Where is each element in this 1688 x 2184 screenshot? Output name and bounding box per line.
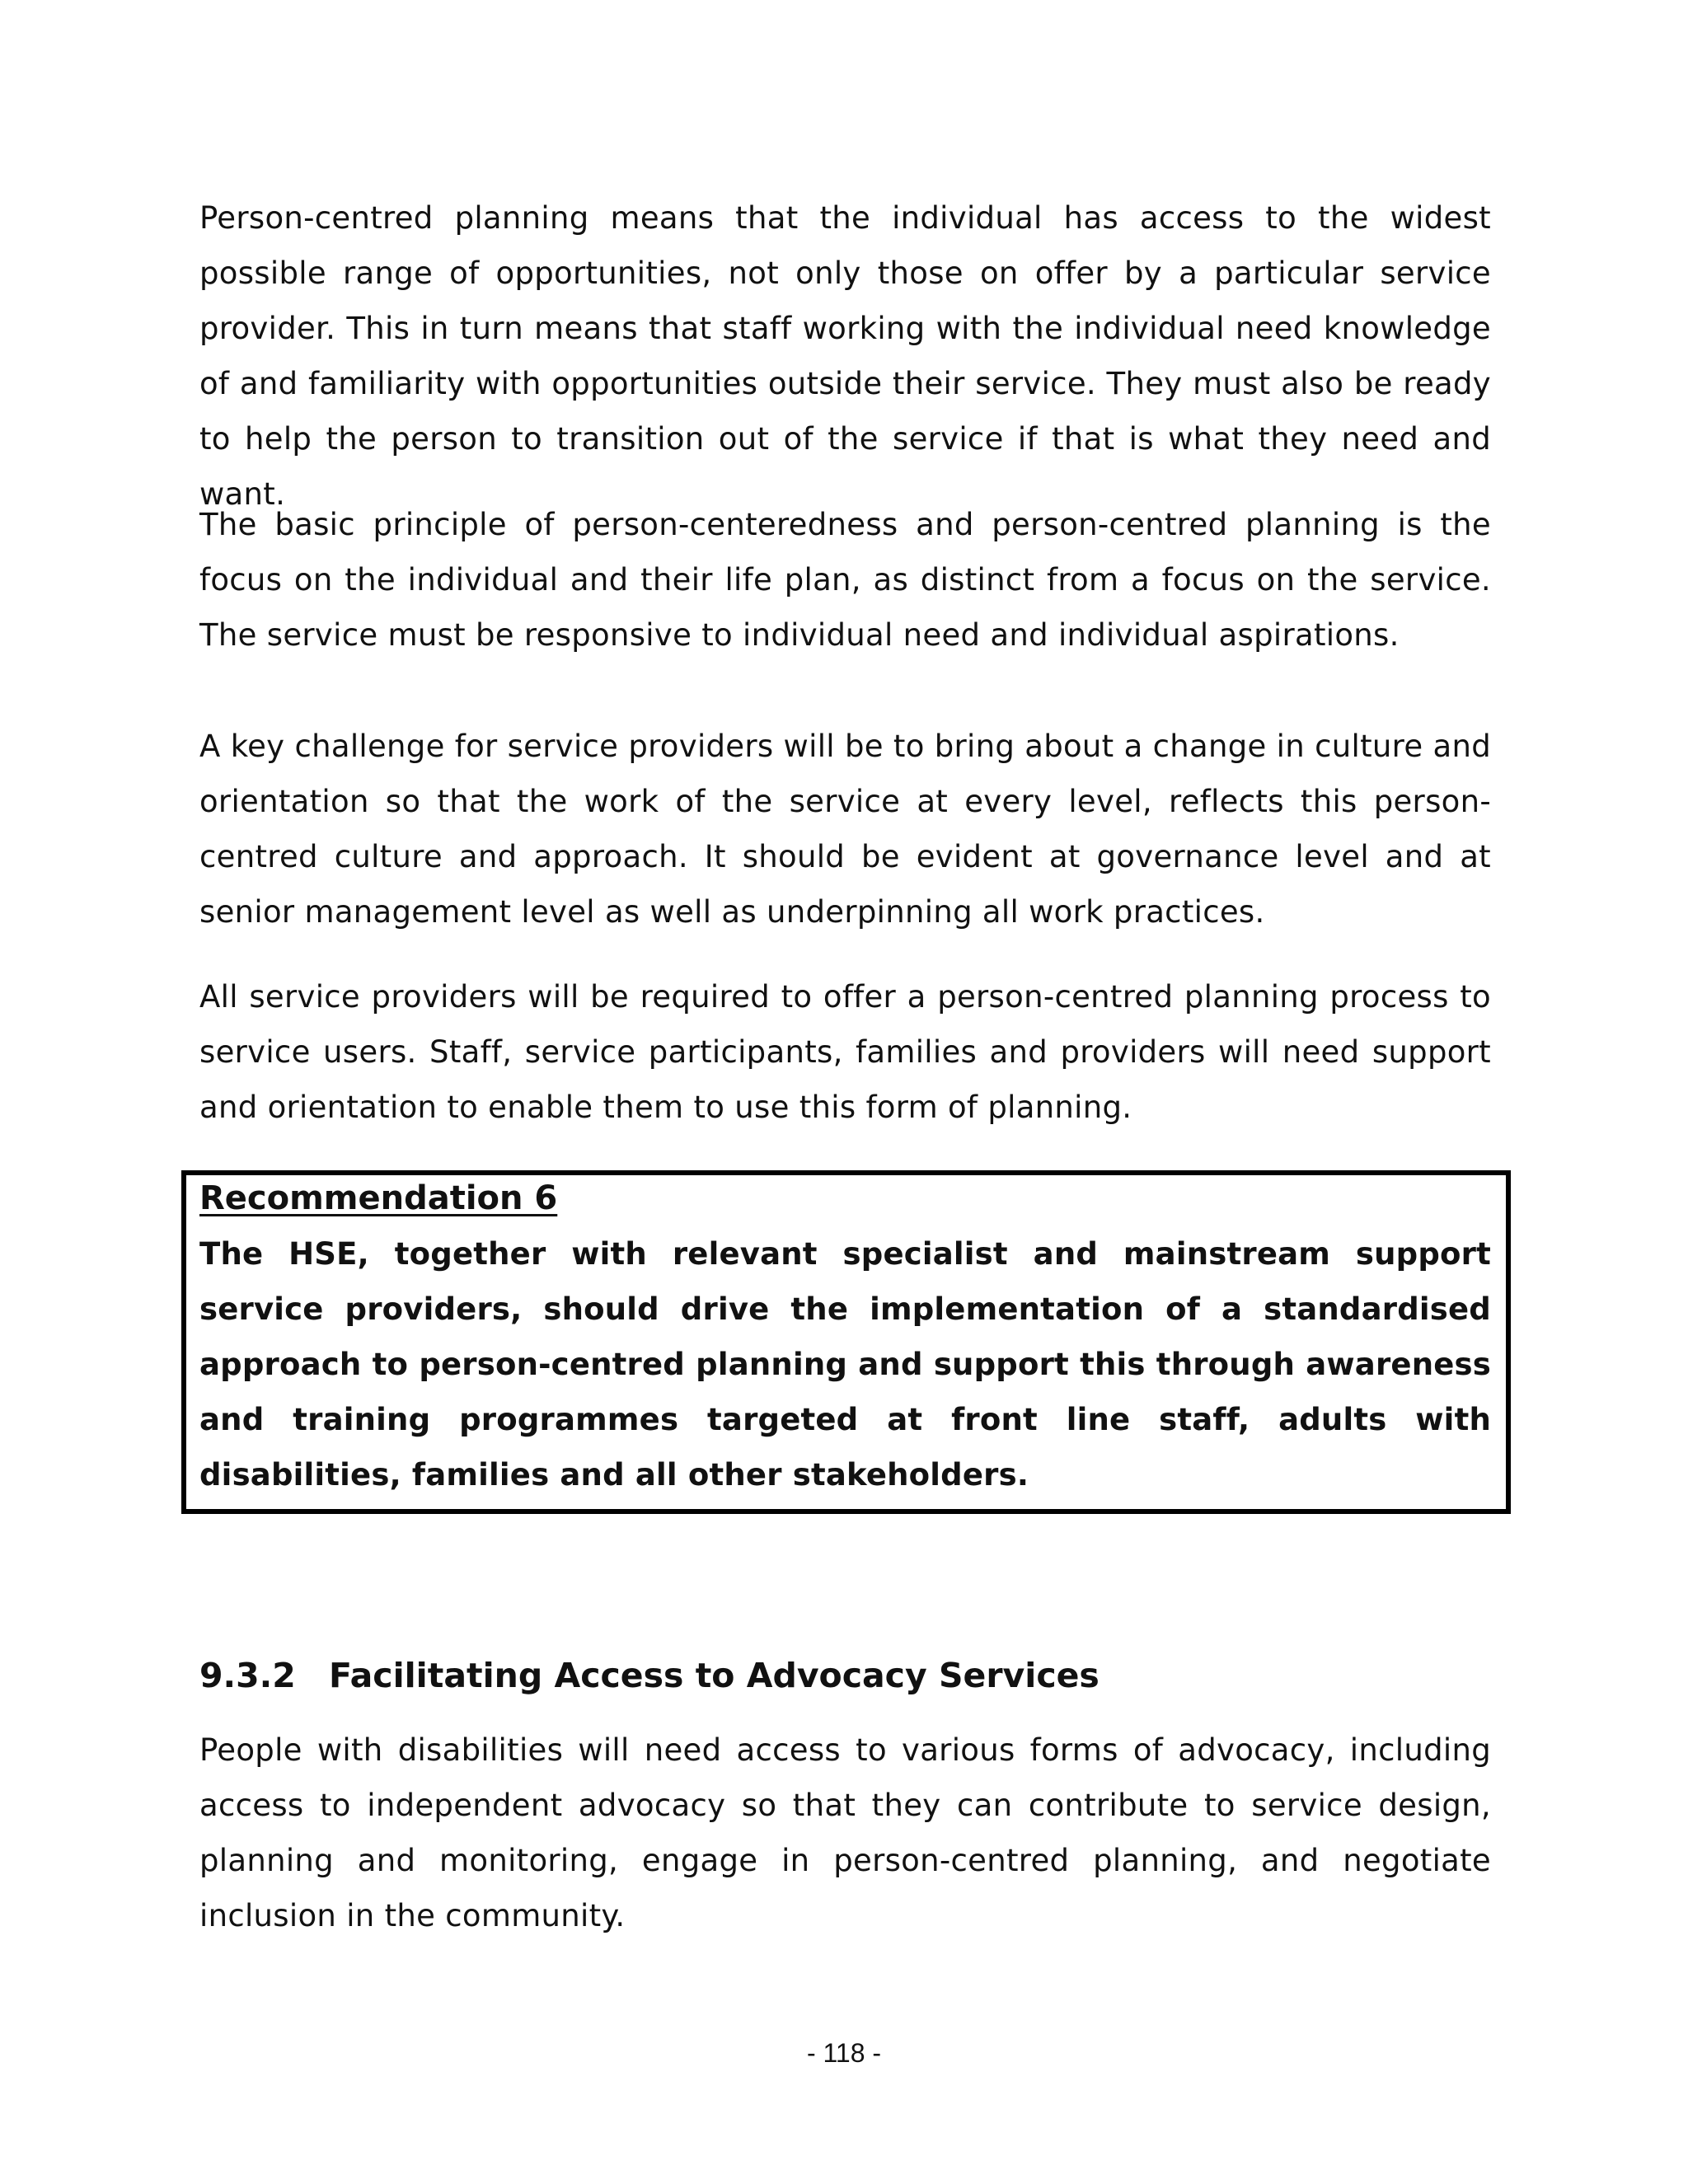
body-paragraph-basic-principle: The basic principle of person-centeredness and person-centred planning is the focus on the individual and their life plan, as distinct from a focus on the service. The service must be responsive to individual need and individual aspirations. <box>199 507 1491 653</box>
section-heading <box>199 1647 1100 1704</box>
body-paragraph-advocacy: People with disabilities will need access to various forms of advocacy, including access to independent advocacy so that they can contribute to service design, planning and monitoring, engage in person-centred planning, and negotiate inclusion in the community. <box>199 1732 1491 1933</box>
section-number: 9.3.2 <box>199 1656 296 1695</box>
body-paragraph-key-challenge: A key challenge for service providers will be to bring about a change in culture and orientation so that the work of the service at every level, reflects this person-centred culture and approach. It should be evident at governance level and at senior management level as well as underpinning all work practices. <box>199 729 1491 930</box>
page-number: - 118 - <box>806 2038 882 2068</box>
recommendation-title: Recommendation 6 <box>199 1179 558 1217</box>
recommendation-body: The HSE, together with relevant specialist and mainstream support service providers, should drive the implementation of a standardised approach to person-centred planning and support this through awareness and training programmes targeted at front line staff, adults with disabilities, families and all other stakeholders. <box>199 1236 1491 1493</box>
body-paragraph-service-providers: All service providers will be required to offer a person-centred planning process to service users. Staff, service participants, families and providers will need support and orientation to enable them to use this form of planning. <box>199 979 1491 1125</box>
body-paragraph-person-centred-planning: Person-centred planning means that the individual has access to the widest possible range of opportunities, not only those on offer by a particular service provider. This in turn means that staff working with the individual need knowledge of and familiarity with opportunities outside their service. They must also be ready to help the person to transition out of the service if that is what they need and want. <box>199 200 1491 512</box>
section-title: Facilitating Access to Advocacy Services <box>329 1656 1100 1695</box>
